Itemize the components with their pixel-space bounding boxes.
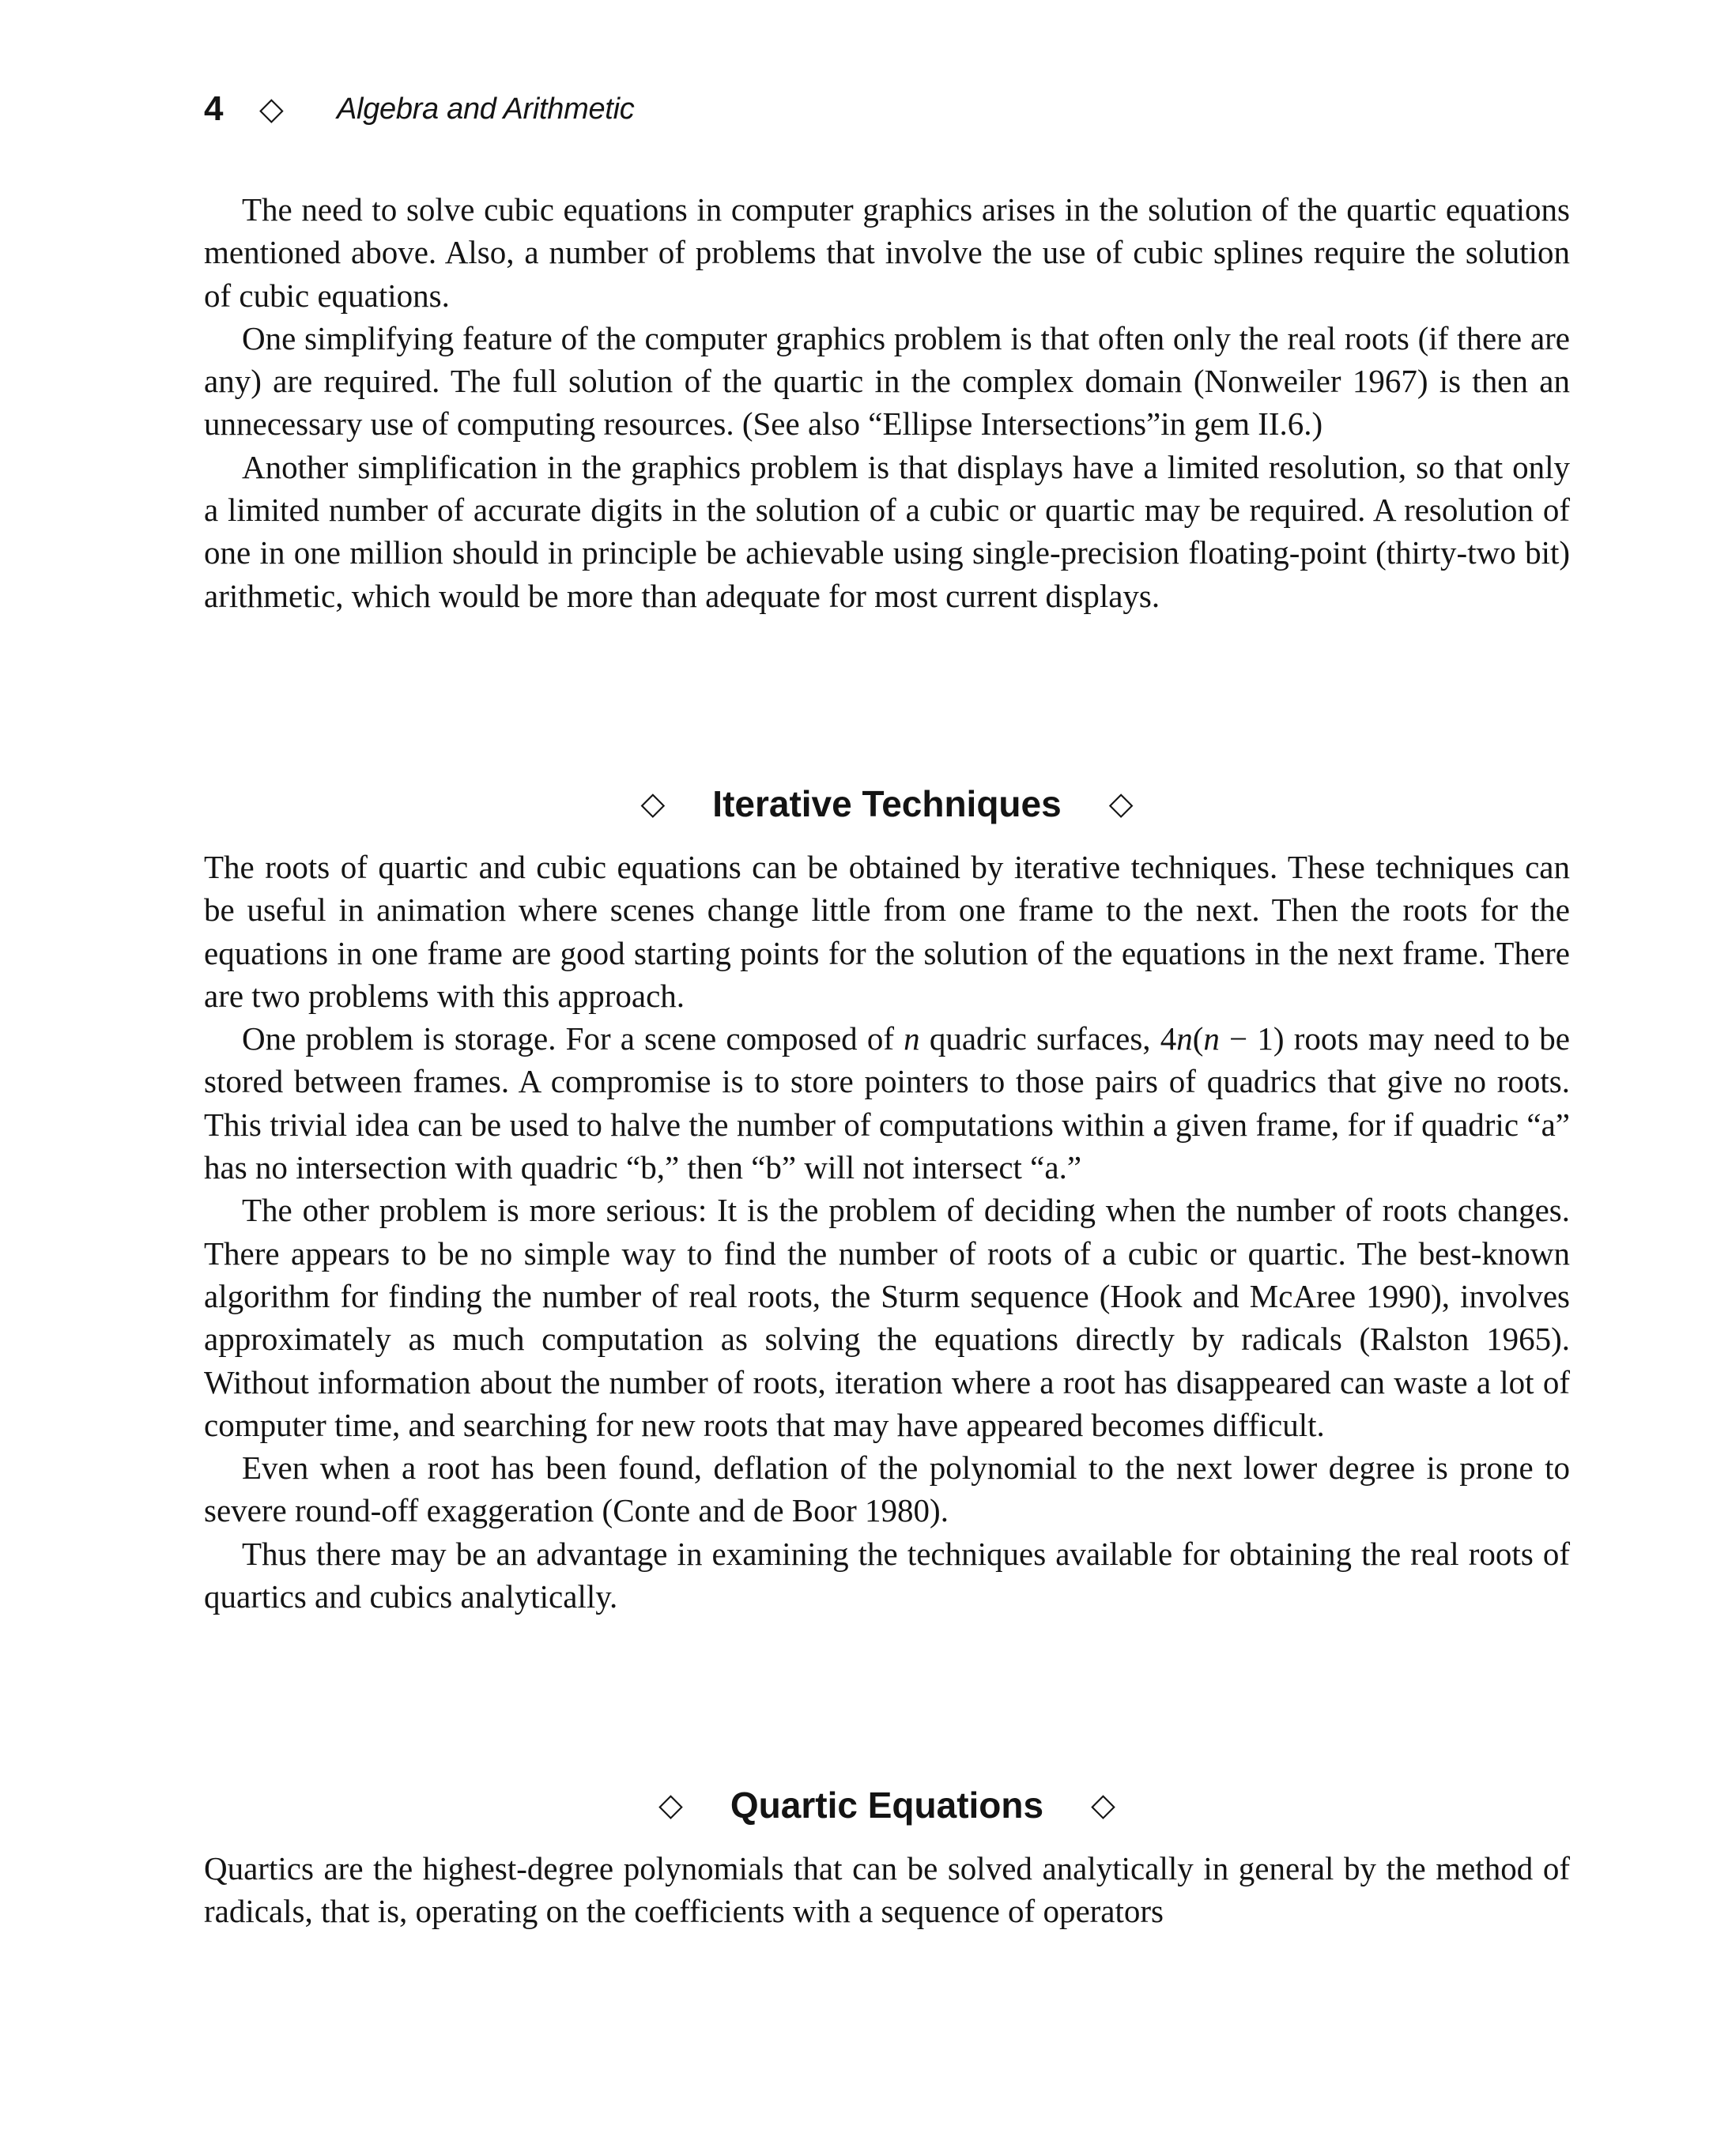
paragraph (204, 1017, 1570, 1189)
math-variable: n (1203, 1020, 1220, 1057)
math-variable: n (1176, 1020, 1193, 1057)
diamond-icon: ◇ (640, 786, 666, 822)
diamond-icon: ◇ (1091, 1787, 1115, 1823)
paragraph: One simplifying feature of the computer graphics problem is that often only the real roots (if there are any) are required. The full solution of the quartic in the complex domain (Nonweiler 1967) is then an unnecessary use of computing resources. (See also “Ellipse Intersections”in gem II.6.) (204, 319, 1570, 443)
diamond-icon: ◇ (259, 91, 284, 127)
math-variable: n (904, 1020, 920, 1057)
quartic-section-text (204, 1847, 1570, 1933)
running-head (204, 85, 634, 133)
running-title: Algebra and Arithmetic (337, 92, 635, 126)
paragraph: Even when a root has been found, deflation of the polynomial to the next lower degree is prone to severe round-off exaggeration (Conte and de Boor 1980). (204, 1449, 1570, 1529)
section-heading-iterative (204, 778, 1570, 829)
text-run: ( (1192, 1020, 1204, 1057)
paragraph: Quartics are the highest-degree polynomials that can be solved analytically in general by the method of radicals, that is, operating on the coefficients with a sequence of operators (204, 1850, 1570, 1930)
text-run: − 1) roots may need to be stored between frames. A compromise is to store pointers to those pairs of quadrics that give no roots. This trivial idea can be used to halve the number of computations within a given frame, for if quadric “a” has no intersection with quadric “b,” then “b” will not intersect “a.” (204, 1020, 1570, 1186)
paragraph: The roots of quartic and cubic equations can be obtained by iterative techniques. These techniques can be useful in animation where scenes change little from one frame to the next. Then the roots for the equations in one frame are good starting points for the solution of the equations in the next frame. There are two problems with this approach. (204, 849, 1570, 1014)
intro-text (204, 188, 1570, 617)
text-run: quadric surfaces, 4 (919, 1020, 1177, 1057)
paragraph: Thus there may be an advantage in examining the techniques available for obtaining the real roots of quartics and cubics analytically. (204, 1535, 1570, 1615)
paragraph: The need to solve cubic equations in computer graphics arises in the solution of the quartic equations mentioned above. Also, a number of problems that involve the use of cubic splines require the solution of cubic equations. (204, 191, 1570, 314)
page-number: 4 (204, 89, 224, 128)
section-heading-quartic (204, 1780, 1570, 1830)
section-title: Iterative Techniques (712, 783, 1062, 824)
text-run: One problem is storage. For a scene composed of (242, 1020, 904, 1057)
diamond-icon: ◇ (1108, 786, 1134, 822)
iterative-section-text (204, 846, 1570, 1618)
paragraph: Another simplification in the graphics problem is that displays have a limited resolution, so that only a limited number of accurate digits in the solution of a cubic or quartic may be required. A resolution of one in one million should in principle be achievable using single-precision floating-point (thirty-two bit) arithmetic, which would be more than adequate for most current displays. (204, 448, 1570, 614)
diamond-icon: ◇ (658, 1787, 683, 1823)
section-title: Quartic Equations (730, 1785, 1044, 1826)
paragraph: The other problem is more serious: It is the problem of deciding when the number of roots changes. There appears to be no simple way to find the number of roots of a cubic or quartic. The best-known algorithm for finding the number of real roots, the Sturm sequence (Hook and McAree 1990), involves approximately as much computation as solving the equations directly by radicals (Ralston 1965). Without information about the number of roots, iteration where a root has disappeared can waste a lot of computer time, and searching for new roots that may have appeared becomes difficult. (204, 1192, 1570, 1443)
